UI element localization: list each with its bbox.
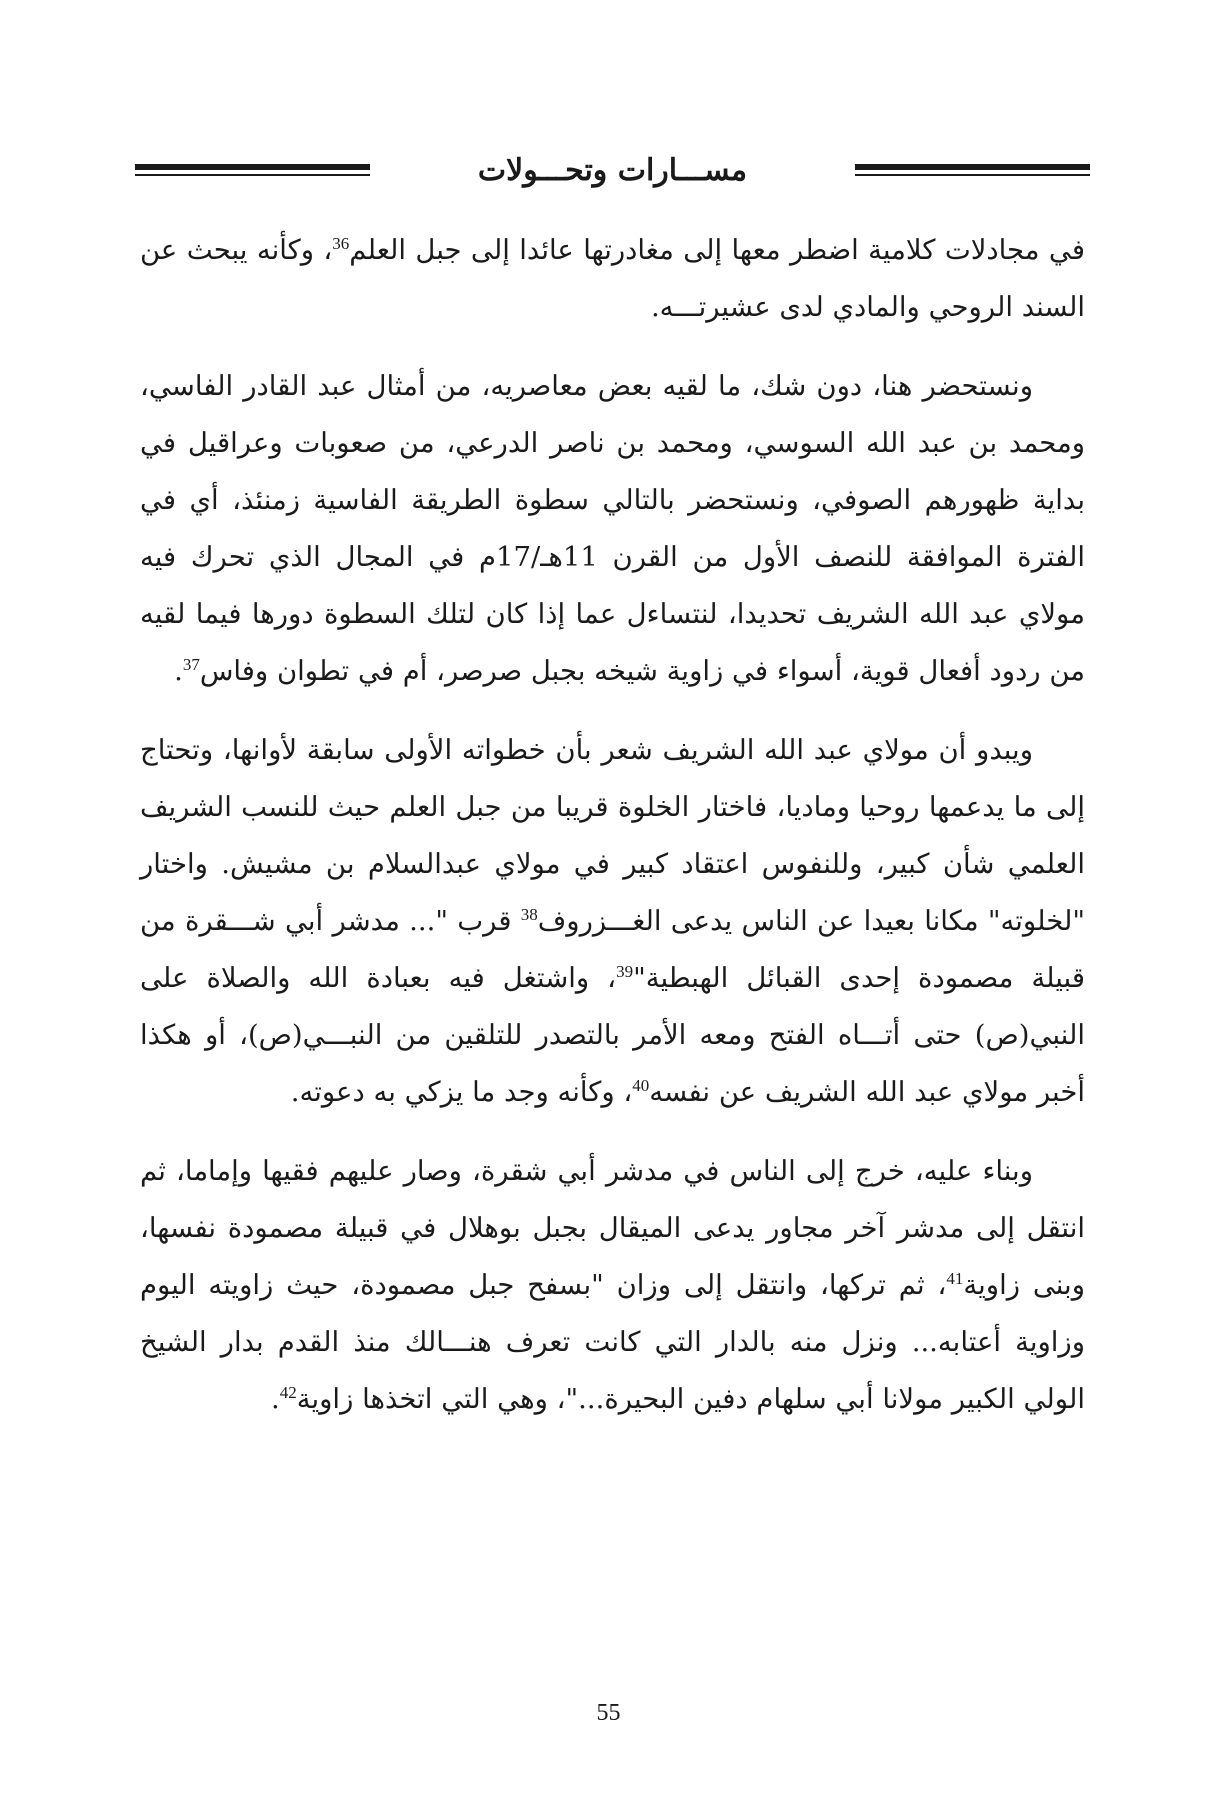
footnote-ref-42: 42 — [279, 1383, 297, 1402]
header-rule-right — [855, 164, 1090, 176]
page-header — [135, 150, 1090, 190]
paragraph-2 — [140, 358, 1085, 700]
paragraph-4 — [140, 1143, 1085, 1428]
footnote-ref-36: 36 — [332, 234, 350, 253]
paragraph-3-text-c: ، واشتغل فيه بعبادة الله والصلاة على النبي(ص) حتى أتـــاه الفتح ومعه الأمر بالتصدر للتلقين من النبـــي(ص)، أو هكذا أخبر مولاي عبد الله الشريف عن نفسه — [140, 962, 1085, 1108]
paragraph-1 — [140, 222, 1085, 336]
footnote-ref-40: 40 — [632, 1076, 650, 1095]
footnote-ref-38: 38 — [520, 905, 538, 924]
footnote-ref-41: 41 — [946, 1269, 964, 1288]
paragraph-1-text-a: في مجادلات كلامية اضطر معها إلى مغادرتها عائدا إلى جبل العلم — [349, 234, 1085, 266]
paragraph-1-text-b: ، وكأنه يبحث عن السند الروحي والمادي لدى عشيرتـــه. — [140, 234, 1085, 323]
paragraph-3-text-a: ويبدو أن مولاي عبد الله الشريف شعر بأن خطواته الأولى سابقة لأوانها، وتحتاج إلى ما يدعمها روحيا وماديا، فاختار الخلوة قريبا من جبل العلم حيث للنسب الشريف العلمي شأن كبير، وللنفوس اعتقاد كبير في مولاي عبدالسلام بن مشيش. واختار "لخلوته" مكانا بعيدا عن الناس يدعى الغـــزروف — [140, 734, 1085, 937]
footnote-ref-39: 39 — [616, 962, 634, 981]
header-rule-left — [135, 164, 370, 176]
running-title: مســـارات وتحـــولات — [477, 152, 748, 188]
paragraph-3-text-b: قرب "... مدشر أبي شـــقرة من قبيلة مصمودة إحدى القبائل الهبطية" — [140, 905, 1085, 994]
page-number: 55 — [596, 1700, 621, 1726]
body-text — [140, 222, 1085, 1450]
paragraph-4-text-b: ، ثم تركها، وانتقل إلى وزان "بسفح جبل مصمودة، حيث زاويته اليوم وزاوية أعتابه... ونزل منه بالدار التي كانت تعرف هنـــالك منذ القدم بدار الشيخ الولي الكبير مولانا أبي سلهام دفين البحيرة..."، وهي التي اتخذها زاوية — [140, 1269, 1085, 1415]
paragraph-3-text-d: ، وكأنه وجد ما يزكي به دعوته. — [290, 1076, 633, 1108]
paragraph-4-text-a: وبناء عليه، خرج إلى الناس في مدشر أبي شقرة، وصار عليهم فقيها وإماما، ثم انتقل إلى مدشر آخر مجاور يدعى الميقال بجبل بوهلال في قبيلة مصمودة نفسها، وبنى زاوية — [140, 1155, 1085, 1301]
paragraph-2-text-a: ونستحضر هنا، دون شك، ما لقيه بعض معاصريه، من أمثال عبد القادر الفاسي، ومحمد بن عبد الله السوسي، ومحمد بن ناصر الدرعي، من صعوبات وعراقيل في بداية ظهورهم الصوفي، ونستحضر بالتالي سطوة الطريقة الفاسية زمنئذ، أي في الفترة الموافقة للنصف الأول من القرن 11هـ/17م في المجال الذي تحرك فيه مولاي عبد الله الشريف تحديدا، لنتساءل عما إذا كان لتلك السطوة دورها فيما لقيه من ردود أفعال قوية، أسواء في زاوية شيخه بجبل صرصر، أم في تطوان وفاس — [140, 370, 1085, 687]
paragraph-3 — [140, 722, 1085, 1121]
footnote-ref-37: 37 — [182, 655, 200, 674]
paragraph-2-text-b: . — [174, 655, 183, 687]
paragraph-4-text-c: . — [271, 1383, 280, 1415]
